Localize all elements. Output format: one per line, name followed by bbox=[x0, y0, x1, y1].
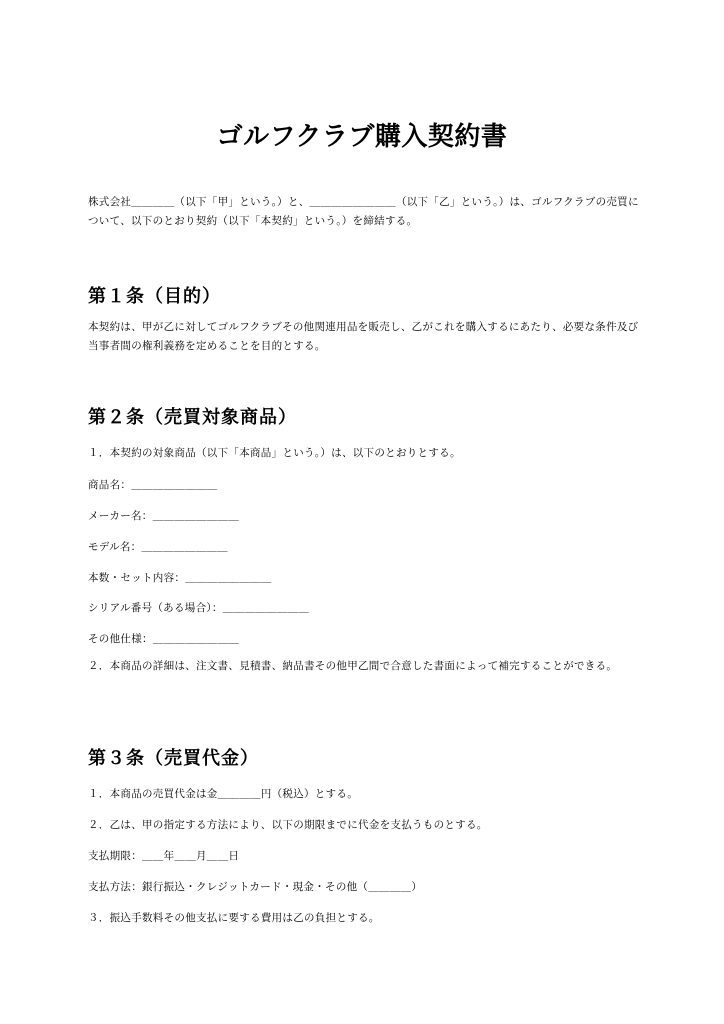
field-maker-name: メーカー名：＿＿＿＿＿＿＿＿ bbox=[88, 510, 239, 522]
article-1-body: 本契約は、甲が乙に対してゴルフクラブその他関連用品を販売し、乙がこれを購入するにあたり、必要な条件及び当事者間の権利義務を定めることを目的とする。 bbox=[88, 321, 639, 352]
field-serial-number: シリアル番号（ある場合）：＿＿＿＿＿＿＿＿ bbox=[88, 602, 310, 614]
article-3-item-3: ３．振込手数料その他支払に要する費用は乙の負担とする。 bbox=[88, 912, 380, 924]
payment-method: 支払方法：銀行振込・クレジットカード・現金・その他（＿＿＿＿） bbox=[88, 881, 423, 893]
article-3-item-1: １．本商品の売買代金は金＿＿＿＿円（税込）とする。 bbox=[88, 788, 358, 800]
field-other-specs: その他仕様：＿＿＿＿＿＿＿＿ bbox=[88, 633, 240, 645]
field-product-name: 商品名：＿＿＿＿＿＿＿＿ bbox=[88, 479, 218, 491]
payment-deadline: 支払期限：＿＿年＿＿月＿＿日 bbox=[88, 850, 240, 862]
article-3-item-2: ２．乙は、甲の指定する方法により、以下の期限までに代金を支払うものとする。 bbox=[88, 819, 488, 831]
field-model-name: モデル名：＿＿＿＿＿＿＿＿ bbox=[88, 541, 228, 553]
document-title: ゴルフクラブ購入契約書 bbox=[216, 122, 508, 152]
article-1-heading: 第１条（目的） bbox=[88, 286, 221, 307]
article-2-item-2: ２．本商品の詳細は、注文書、見積書、納品書その他甲乙間で合意した書面によって補完することができる。 bbox=[88, 660, 618, 672]
intro-paragraph: 株式会社＿＿＿＿（以下「甲」という。）と、＿＿＿＿＿＿＿＿（以下「乙」という。）は、ゴルフクラブの売買について、以下のとおり契約（以下「本契約」という。）を締結する。 bbox=[88, 196, 639, 227]
field-set-contents: 本数・セット内容：＿＿＿＿＿＿＿＿ bbox=[88, 572, 272, 584]
article-3-heading: 第３条（売買代金） bbox=[88, 748, 259, 769]
article-2-item-1: １．本契約の対象商品（以下「本商品」という。）は、以下のとおりとする。 bbox=[88, 447, 461, 459]
article-2-heading: 第２条（売買対象商品） bbox=[88, 407, 297, 428]
